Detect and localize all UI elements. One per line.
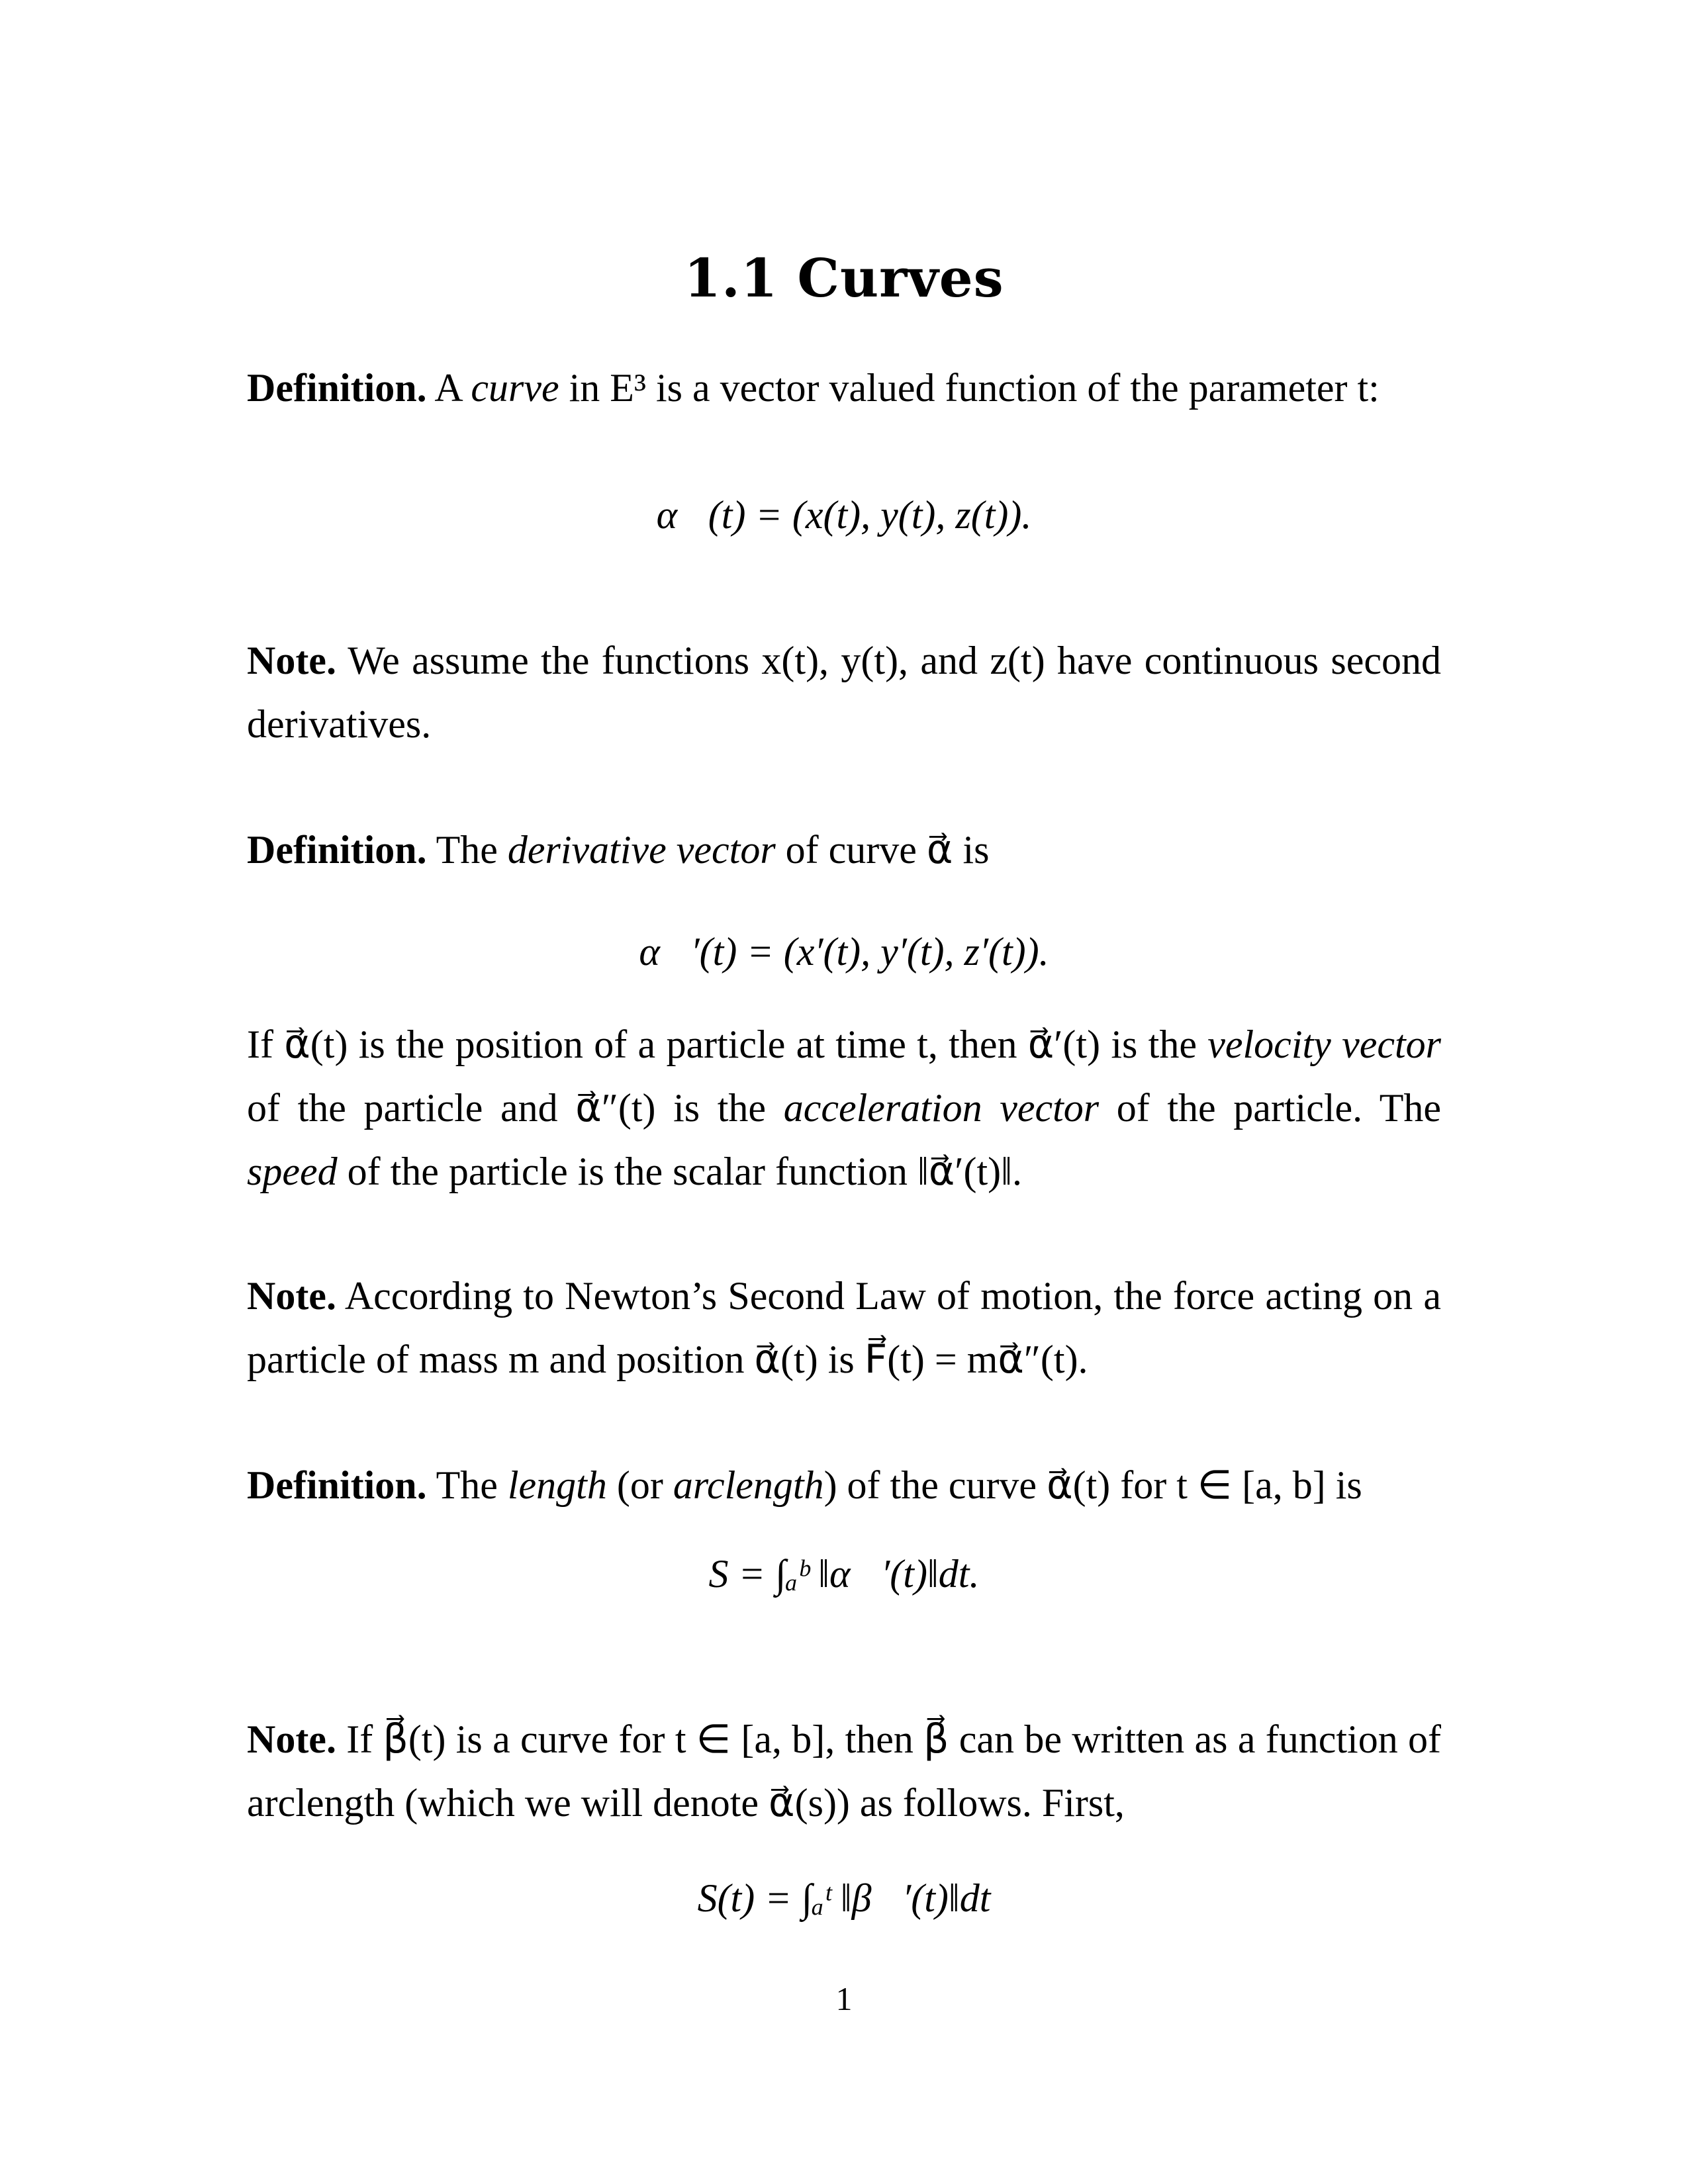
term-arclength: arclength bbox=[673, 1463, 824, 1507]
definition-text: in E³ is a vector valued function of the parameter t: bbox=[559, 366, 1380, 410]
paragraph-text: If α⃗(t) is the position of a particle at time t, then α⃗′(t) is the bbox=[247, 1023, 1208, 1066]
definition-text: ) of the curve α⃗(t) for t ∈ [a, b] is bbox=[823, 1463, 1362, 1507]
paragraph-velocity bbox=[247, 1013, 1441, 1203]
note-text: If β⃗(t) is a curve for t ∈ [a, b], then β⃗ can be written as a function of arclength (which we will denote α⃗(s)) as follows. First, bbox=[247, 1717, 1441, 1825]
term-curve: curve bbox=[471, 366, 559, 410]
equation-curve: α⃗(t) = (x(t), y(t), z(t)). bbox=[656, 493, 1032, 537]
note-label: Note. bbox=[247, 639, 336, 682]
equation-arclength: S = ∫ₐᵇ ‖α⃗′(t)‖dt. bbox=[708, 1552, 980, 1596]
term-derivative-vector: derivative vector bbox=[507, 828, 776, 872]
paragraph-text: of the particle and α⃗″(t) is the bbox=[247, 1086, 784, 1130]
definition-length bbox=[247, 1453, 1441, 1517]
definition-label: Definition. bbox=[247, 1463, 427, 1507]
page-title: 1.1 Curves bbox=[684, 247, 1004, 309]
note-reparametrization bbox=[247, 1707, 1441, 1835]
note-label: Note. bbox=[247, 1717, 336, 1761]
term-velocity-vector: velocity vector bbox=[1207, 1023, 1441, 1066]
definition-curve bbox=[247, 356, 1441, 420]
definition-derivative bbox=[247, 818, 1441, 882]
definition-label: Definition. bbox=[247, 828, 427, 872]
term-length: length bbox=[507, 1463, 607, 1507]
note-newton bbox=[247, 1264, 1441, 1391]
term-speed: speed bbox=[247, 1150, 338, 1193]
page-number: 1 bbox=[835, 1980, 853, 2017]
definition-text: A bbox=[426, 366, 471, 410]
definition-label: Definition. bbox=[247, 366, 427, 410]
definition-text: of curve α⃗ is bbox=[775, 828, 990, 872]
note-label: Note. bbox=[247, 1274, 336, 1318]
definition-text: The bbox=[426, 1463, 508, 1507]
note-continuity bbox=[247, 629, 1441, 756]
definition-text: The bbox=[426, 828, 508, 872]
equation-derivative: α⃗′(t) = (x′(t), y′(t), z′(t)). bbox=[639, 930, 1049, 974]
paragraph-text: of the particle is the scalar function ‖α⃗′(t)‖. bbox=[337, 1150, 1022, 1193]
paragraph-text: of the particle. The bbox=[1099, 1086, 1441, 1130]
term-acceleration-vector: acceleration vector bbox=[783, 1086, 1100, 1130]
note-text: According to Newton’s Second Law of motion, the force acting on a particle of mass m and position α⃗(t) is F⃗(t) = mα⃗″(t). bbox=[247, 1274, 1441, 1381]
equation-arclength-function: S(t) = ∫ₐᵗ ‖β⃗′(t)‖dt bbox=[697, 1876, 991, 1920]
definition-text: (or bbox=[606, 1463, 673, 1507]
note-text: We assume the functions x(t), y(t), and z(t) have continuous second derivatives. bbox=[247, 639, 1441, 746]
